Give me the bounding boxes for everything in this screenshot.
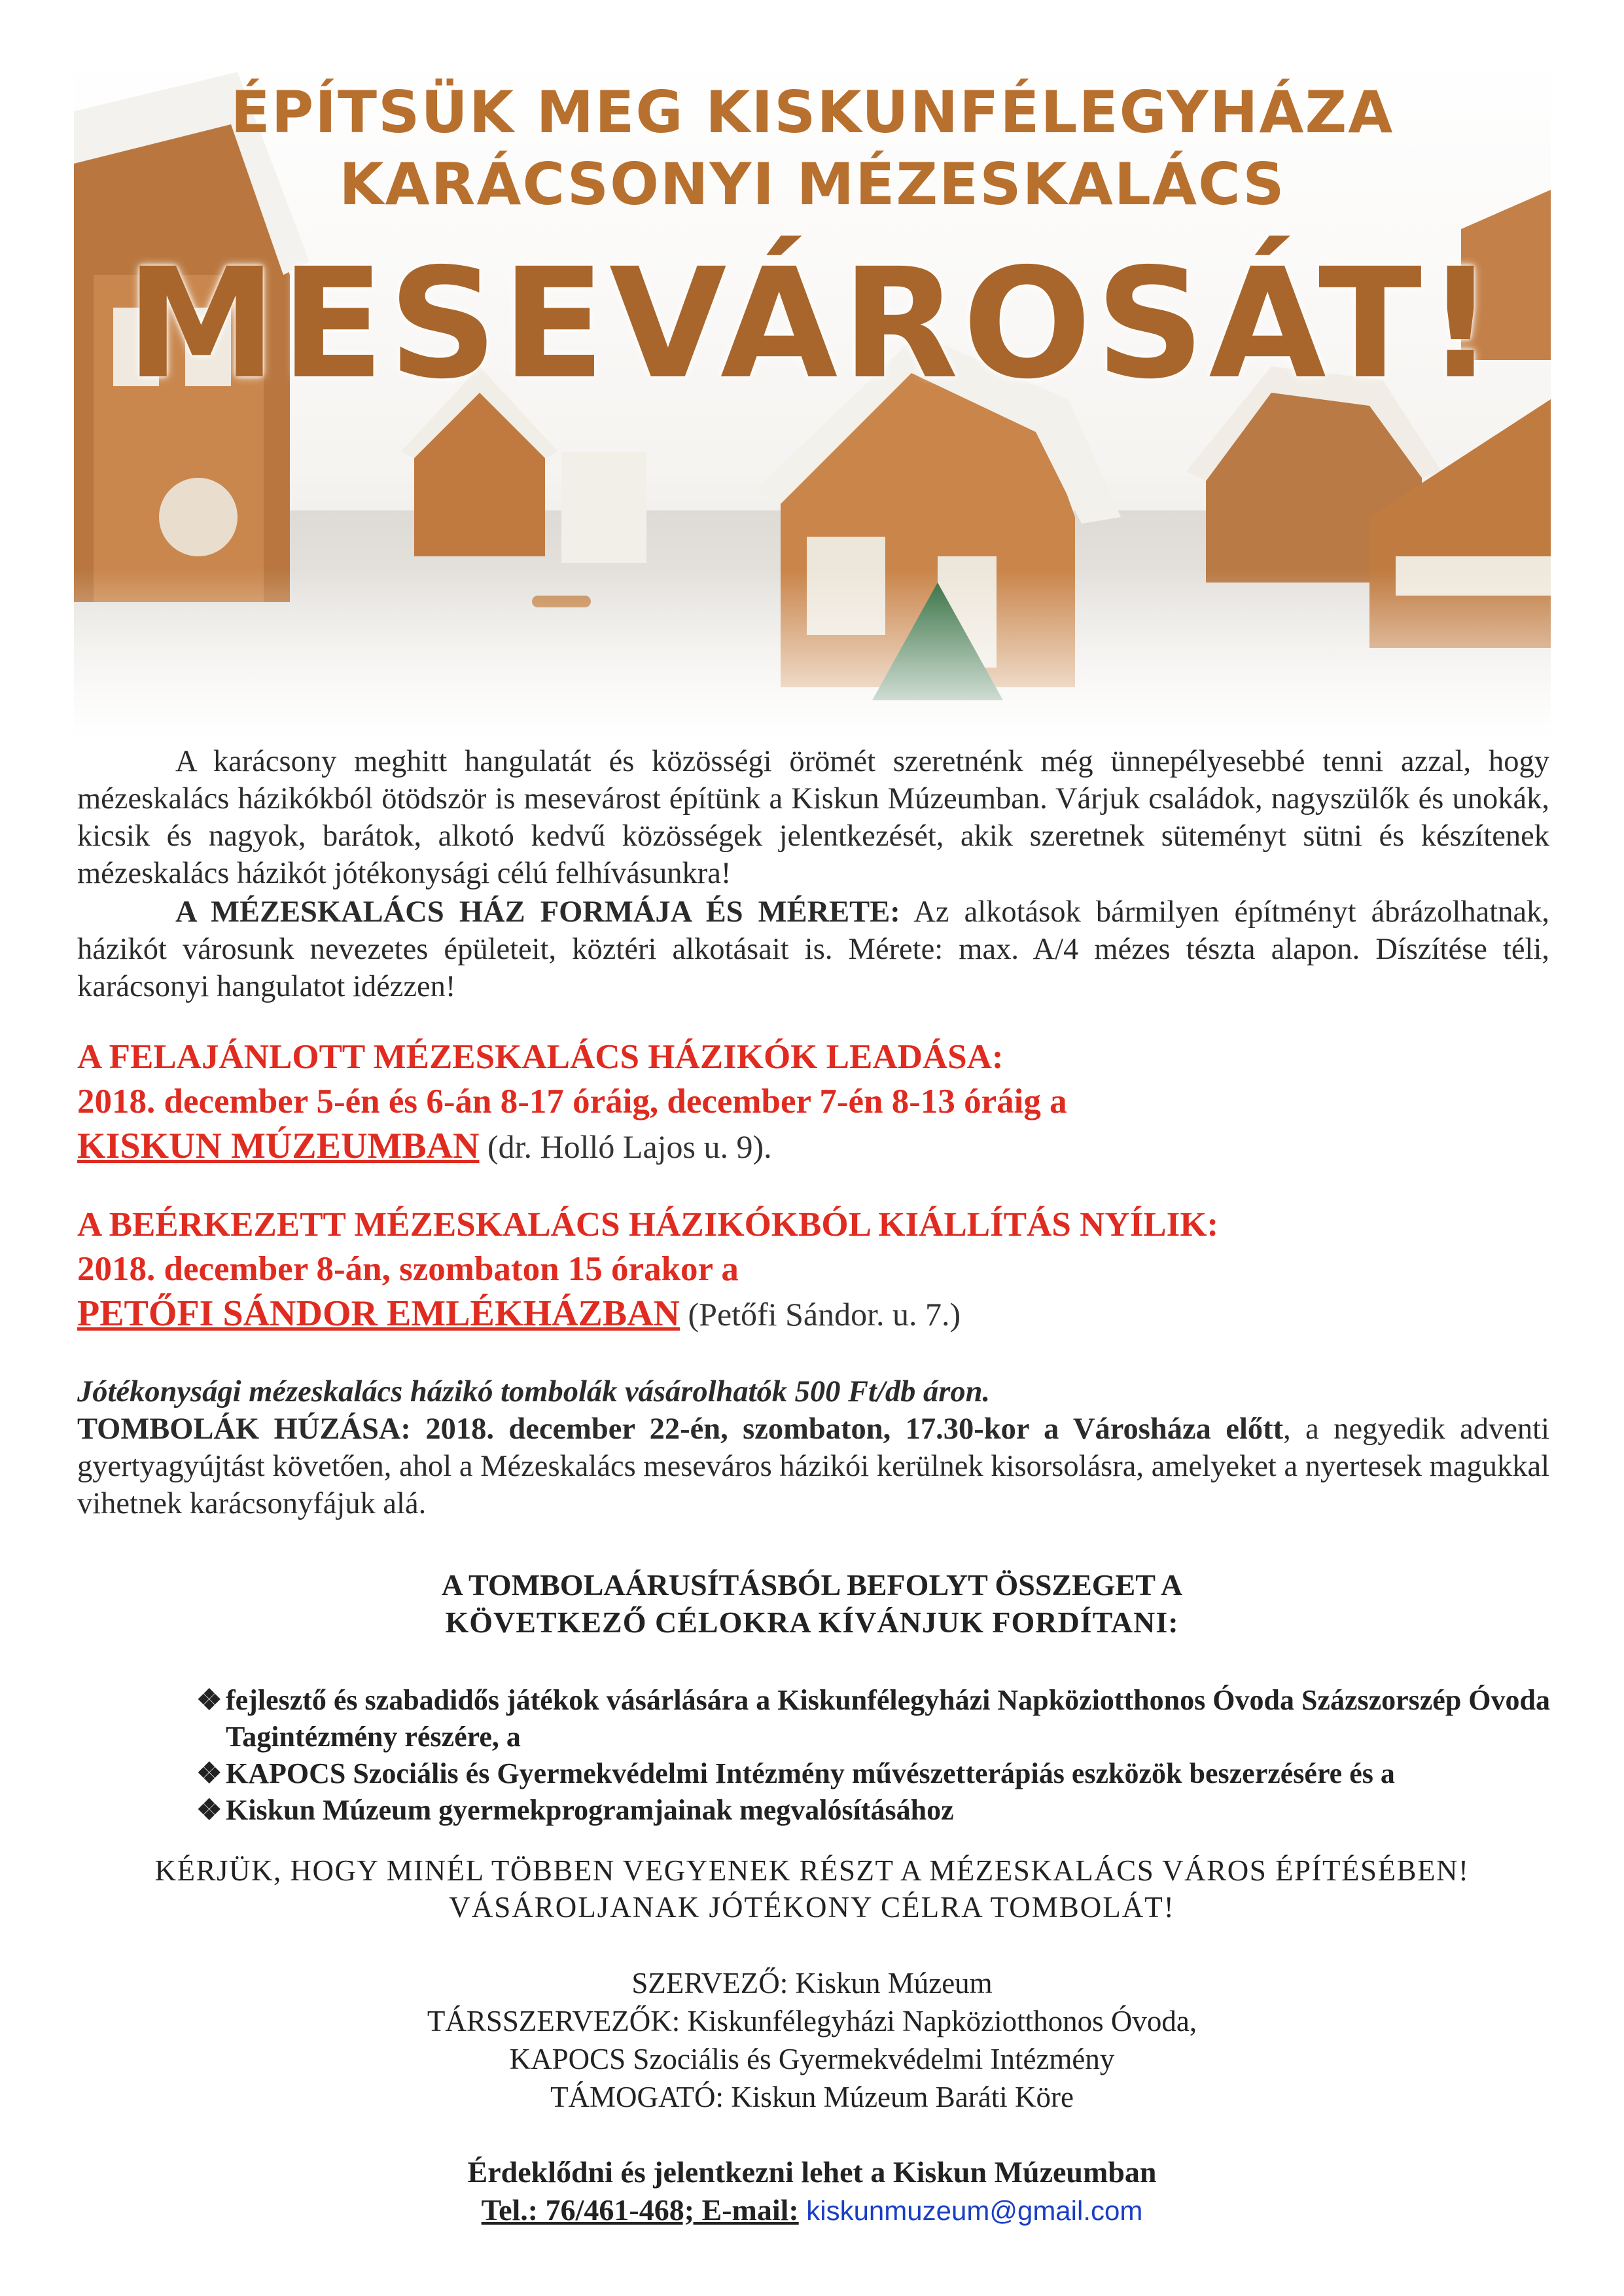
purpose-item: ❖ KAPOCS Szociális és Gyermekvédelmi Intézmény művészetterápiás eszközök beszerzésére és a [196, 1755, 1570, 1792]
hero-title-big: MESEVÁROSÁT! [126, 236, 1499, 412]
raffle-draw-paragraph [77, 1410, 1549, 1522]
co-organizers: TÁRSSZERVEZŐK: Kiskunfélegyházi Napköziotthonos Óvoda, [427, 2005, 1197, 2037]
purpose-heading-line2: KÖVETKEZŐ CÉLOKRA KÍVÁNJUK FORDÍTANI: [445, 1605, 1179, 1639]
purpose-item: ❖ Kiskun Múzeum gyermekprogramjainak megvalósításához [196, 1792, 1570, 1829]
co-organizer-2: KAPOCS Szociális és Gyermekvédelmi Intézmény [509, 2043, 1115, 2075]
exhibition-place: PETŐFI SÁNDOR EMLÉKHÁZBAN [77, 1293, 680, 1334]
raffle-draw-text: , a negyedik adventi gyertyagyújtást követően, ahol a Mézeskalács meseváros házikói kerülnek kisorsolásra, amelyeket a nyertesek magukkal vihetnek karácsonyfájuk alá. [77, 1412, 1549, 1520]
hero-banner [74, 59, 1551, 740]
intro-paragraph: A karácsony meghitt hangulatát és közösségi örömét szeretnénk még ünnepélyesebbé tenni azzal, hogy mézeskalács házikókból ötödször is mesevárost építünk a Kiskun Múzeumban. Várjuk családok, nagyszülők és unokák, kicsik és nagyok, barátok, alkotó kedvű közösségek jelentkezését, akik szeretnek süteményt sütni és készítenek mézeskalács házikót jótékonysági célú felhívásunkra! [77, 745, 1549, 890]
exhibition-dates: 2018. december 8-án, szombaton 15 órakor a [77, 1250, 739, 1288]
size-heading: A MÉZESKALÁCS HÁZ FORMÁJA ÉS MÉRETE: [175, 895, 900, 929]
delivery-place-line [77, 1124, 772, 1168]
email-link[interactable]: kiskunmuzeum@gmail.com [806, 2195, 1143, 2226]
delivery-dates: 2018. december 5-én és 6-án 8-17 óráig, december 7-én 8-13 óráig a [77, 1083, 1067, 1121]
bullet-diamond-icon: ❖ [196, 1794, 222, 1826]
purpose-list [196, 1682, 1570, 1829]
exhibition-place-line [77, 1292, 961, 1336]
appeal-line2: VÁSÁROLJANAK JÓTÉKONY CÉLRA TOMBOLÁT! [449, 1891, 1175, 1924]
size-paragraph [77, 893, 1549, 1005]
purpose-heading-line1: A TOMBOLAÁRUSÍTÁSBÓL BEFOLYT ÖSSZEGET A [441, 1568, 1183, 1602]
purpose-item: ❖ fejlesztő és szabadidős játékok vásárlására a Kiskunfélegyházi Napköziotthonos Óvoda Százszorszép Óvoda Tagintézmény részére, a [196, 1682, 1570, 1755]
raffle-draw-heading: TOMBOLÁK HÚZÁSA: 2018. december 22-én, szombaton, 17.30-kor a Városháza előtt [77, 1412, 1284, 1446]
organizer: SZERVEZŐ: Kiskun Múzeum [631, 1967, 993, 2000]
hero-title-line2: KARÁCSONYI MÉZESKALÁCS [339, 151, 1286, 218]
appeal-line1: KÉRJÜK, HOGY MINÉL TÖBBEN VEGYENEK RÉSZT A MÉZESKALÁCS VÁROS ÉPÍTÉSÉBEN! [154, 1854, 1470, 1887]
raffle-price: Jótékonysági mézeskalács házikó tombolák vásárolhatók 500 Ft/db áron. [77, 1375, 991, 1408]
contact-line: Érdeklődni és jelentkezni lehet a Kiskun Múzeumban [467, 2155, 1157, 2189]
exhibition-heading: A BEÉRKEZETT MÉZESKALÁCS HÁZIKÓKBÓL KIÁLLÍTÁS NYÍLIK: [77, 1206, 1219, 1244]
size-text: Az alkotások bármilyen építményt ábrázolhatnak, házikót városunk nevezetes épületeit, köztéri alkotásait is. Mérete: max. A/4 mézes tészta alapon. Díszítése téli, karácsonyi hangulatot idézzen! [77, 895, 1549, 1003]
hero-title-line1: ÉPÍTSÜK MEG KISKUNFÉLEGYHÁZA [230, 79, 1394, 146]
supporter: TÁMOGATÓ: Kiskun Múzeum Baráti Köre [550, 2081, 1074, 2113]
bullet-diamond-icon: ❖ [196, 1684, 222, 1716]
delivery-heading: A FELAJÁNLOTT MÉZESKALÁCS HÁZIKÓK LEADÁSA: [77, 1038, 1004, 1076]
exhibition-address: (Petőfi Sándor. u. 7.) [680, 1296, 961, 1333]
phone-label: Tel.: 76/461-468; E-mail: [481, 2193, 799, 2227]
delivery-address: (dr. Holló Lajos u. 9). [479, 1128, 772, 1165]
bullet-diamond-icon: ❖ [196, 1757, 222, 1789]
contact-details [0, 2193, 1624, 2227]
delivery-place: KISKUN MÚZEUMBAN [77, 1126, 480, 1166]
